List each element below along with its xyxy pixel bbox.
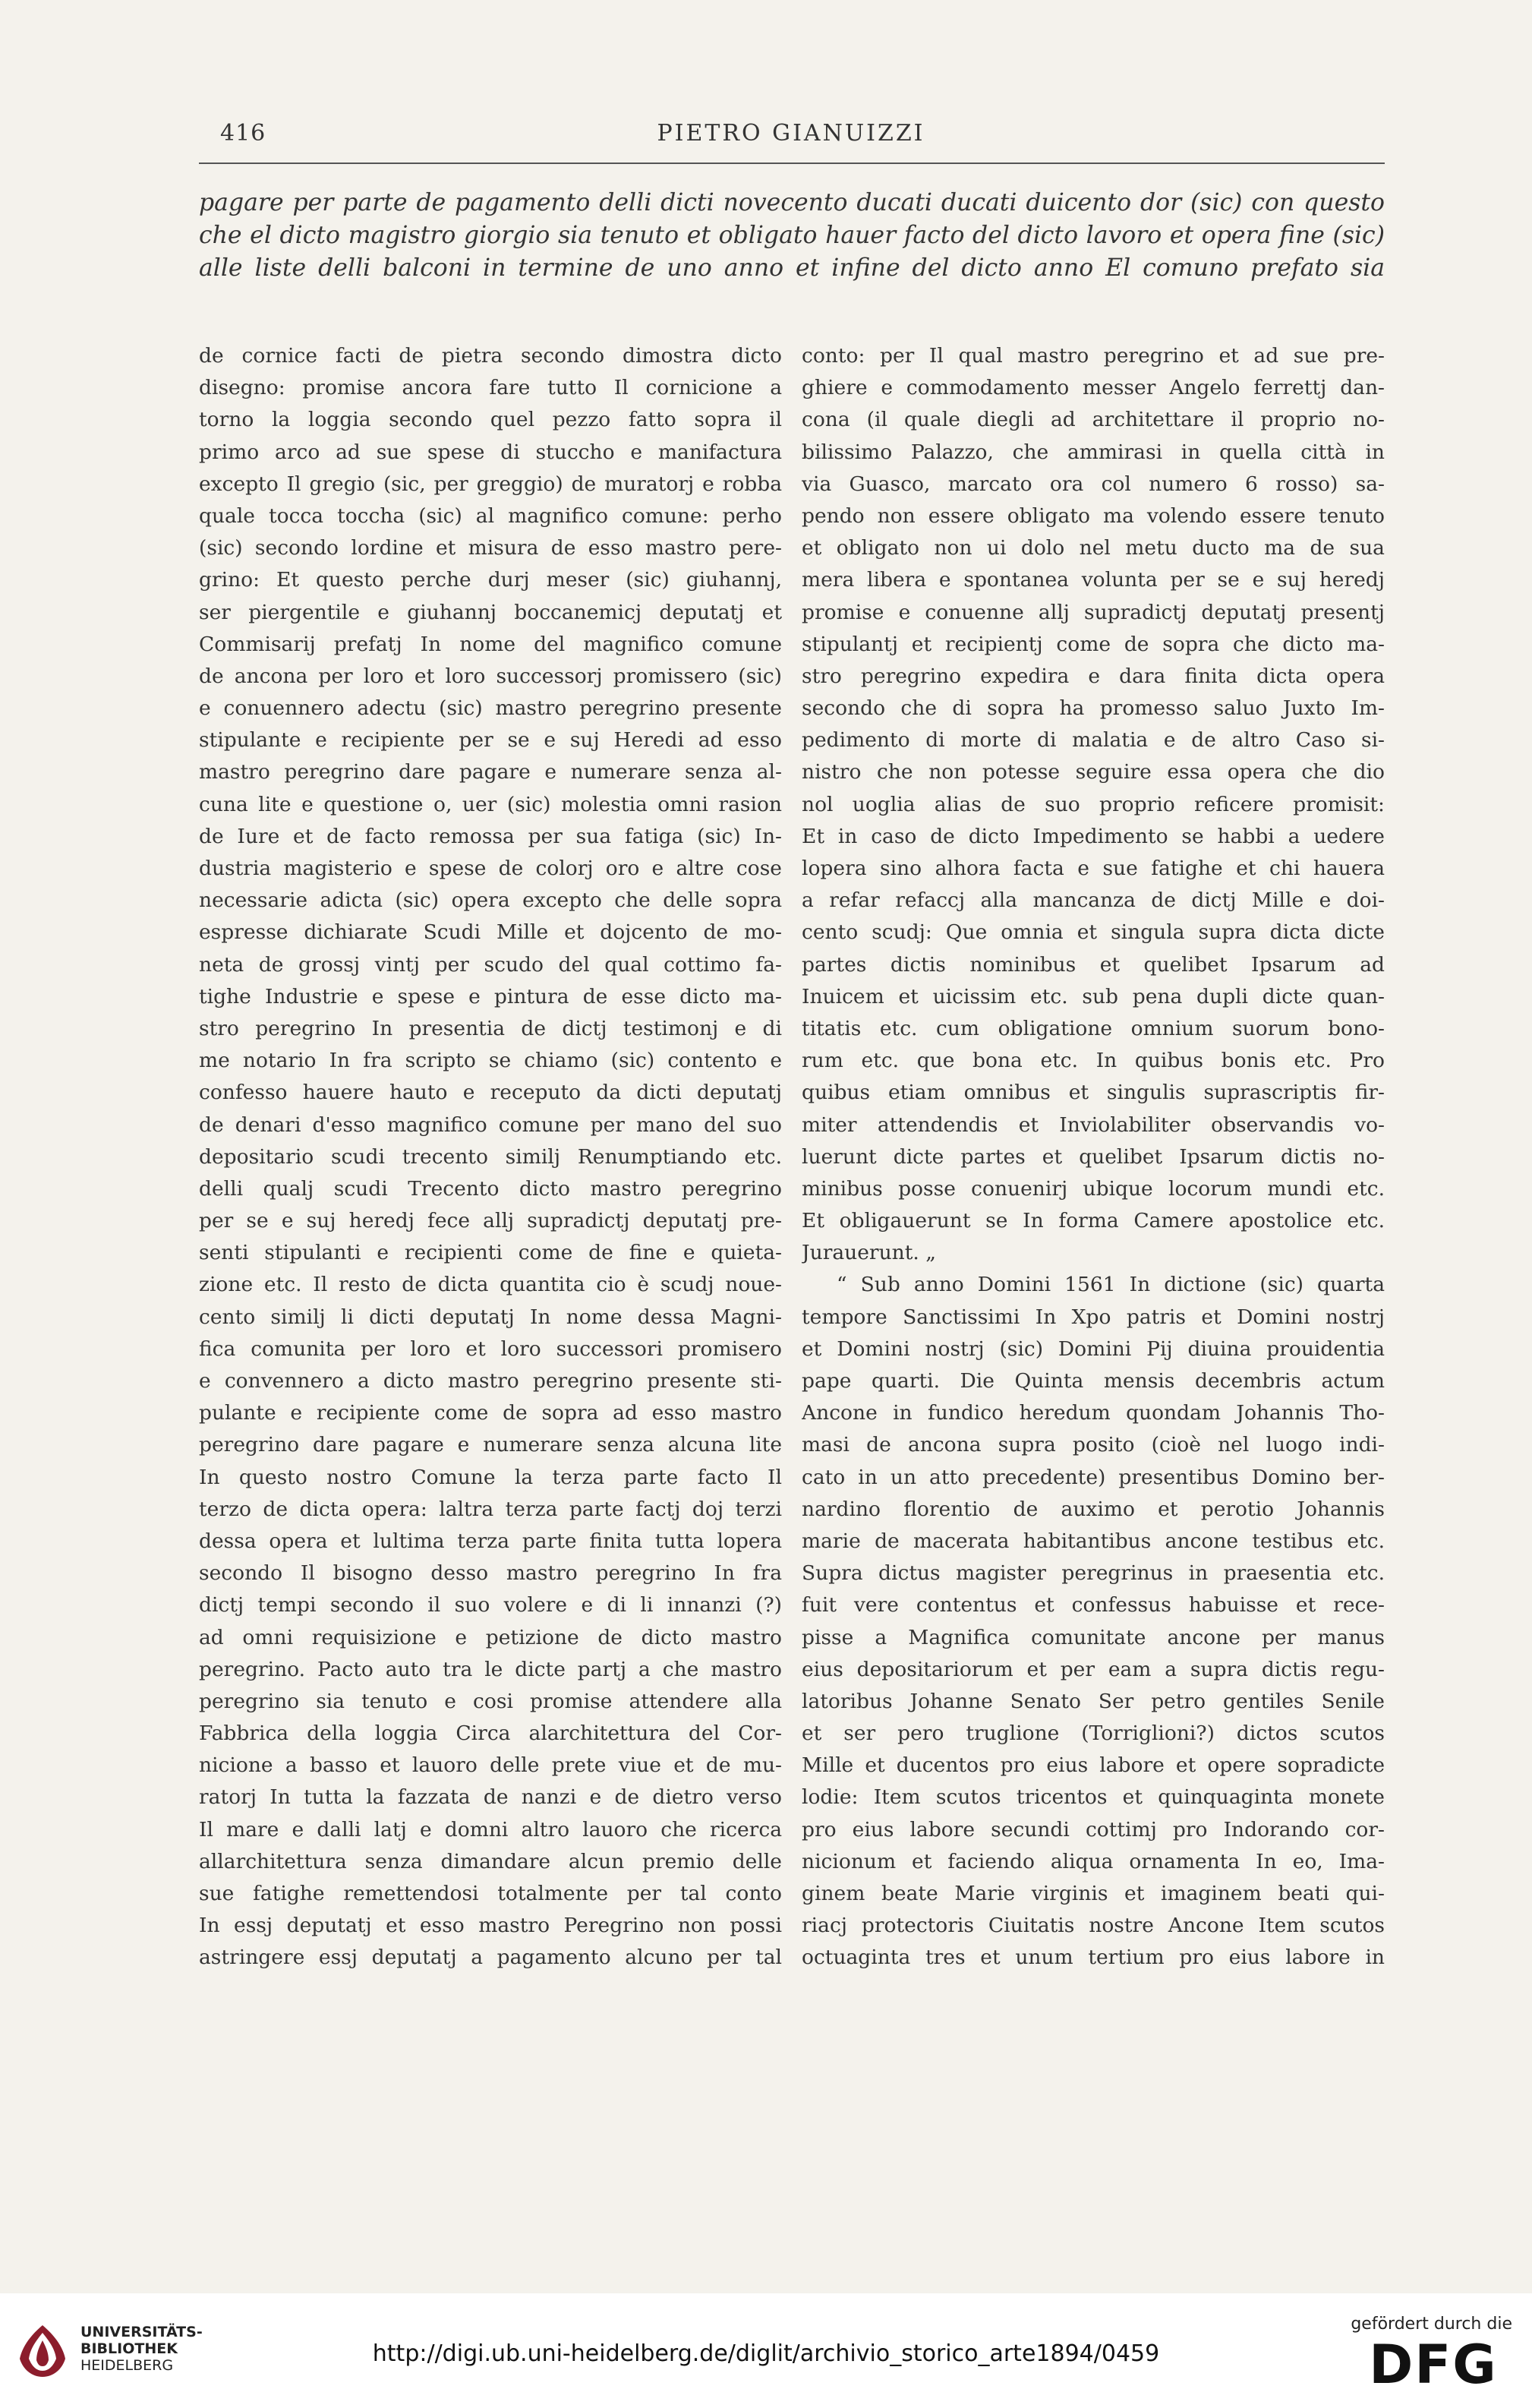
text-line: In essj deputatj et esso mastro Peregrino non possi	[199, 1914, 782, 1938]
text-line: delli qualj scudi Trecento dicto mastro peregrino	[199, 1176, 782, 1201]
text-line: de denari d'esso magnifico comune per mano del suo	[199, 1112, 782, 1137]
text-line: pagare per parte de pagamento delli dicti novecento ducati ducati duicento dor (sic) con questo	[199, 189, 1385, 216]
text-line: Et obligauerunt se In forma Camere apostolice etc.	[802, 1209, 1385, 1233]
text-line: mera libera e spontanea volunta per se e suj heredj	[802, 568, 1385, 592]
library-name-line-2: BIBLIOTHEK	[80, 2340, 178, 2357]
text-line: “ Sub anno Domini 1561 In dictione (sic) quarta	[837, 1273, 1385, 1297]
text-line: et ser pero truglione (Torriglioni?) dictos scutos	[802, 1722, 1385, 1746]
text-line: senti stipulanti e recipienti come de fine e quieta-	[199, 1241, 782, 1265]
text-line: primo arco ad sue spese di stuccho e manifactura	[199, 440, 782, 464]
funder-label: gefördert durch die	[1351, 2315, 1512, 2334]
text-line: octuaginta tres et unum tertium pro eius labore in	[802, 1946, 1385, 1970]
text-line: Ancone in fundico heredum quondam Johannis Tho-	[802, 1401, 1385, 1425]
text-line: et obligato non ui dolo nel metu ducto ma de sua	[802, 536, 1385, 560]
text-line: conto: per Il qual mastro peregrino et ad sue pre-	[802, 344, 1385, 368]
text-line: de ancona per loro et loro successorj promissero (sic)	[199, 664, 782, 688]
text-line: a refar refaccj alla mancanza de dictj Mille e doi-	[802, 888, 1385, 913]
text-line: grino: Et questo perche durj meser (sic) giuhannj,	[199, 568, 782, 592]
page-number: 416	[220, 120, 266, 147]
text-line: marie de macerata habitantibus ancone testibus etc.	[802, 1529, 1385, 1553]
text-line: e convennero a dicto mastro peregrino presente sti-	[199, 1369, 782, 1393]
text-line: cona (il quale diegli ad architettare il proprio no-	[802, 408, 1385, 432]
header-rule	[199, 163, 1385, 164]
text-line: rum etc. que bona etc. In quibus bonis etc. Pro	[802, 1049, 1385, 1073]
text-line: minibus posse conuenirj ubique locorum mundi etc.	[802, 1176, 1385, 1201]
text-line: pape quarti. Die Quinta mensis decembris actum	[802, 1369, 1385, 1393]
text-line: mastro peregrino dare pagare e numerare senza al-	[199, 760, 782, 784]
text-line: fica comunita per loro et loro successori promisero	[199, 1337, 782, 1361]
text-line: Jurauerunt. „	[802, 1241, 936, 1265]
text-line: ghiere e commodamento messer Angelo ferrettj dan-	[802, 376, 1385, 400]
page-header	[199, 120, 1383, 150]
text-line: de Iure et de facto remossa per sua fatiga (sic) In-	[199, 824, 782, 848]
text-line: miter attendendis et Inviolabiliter observandis vo-	[802, 1112, 1385, 1137]
text-line: via Guasco, marcato ora col numero 6 rosso) sa-	[802, 472, 1385, 496]
text-line: ad omni requisizione e petizione de dicto mastro	[199, 1625, 782, 1649]
text-line: de cornice facti de pietra secondo dimostra dicto	[199, 344, 782, 368]
text-line: masi de ancona supra posito (cioè nel luogo indi-	[802, 1433, 1385, 1457]
text-line: quibus etiam omnibus et singulis suprascriptis fir-	[802, 1081, 1385, 1105]
text-line: promise e conuenne allj supradictj deputatj presentj	[802, 600, 1385, 624]
text-line: tighe Industrie e spese e pintura de esse dicto ma-	[199, 984, 782, 1008]
text-line: dustria magisterio e spese de colorj oro e altre cose	[199, 857, 782, 880]
text-line: allarchitettura senza dimandare alcun premio delle	[199, 1849, 782, 1873]
text-line: nicione a basso et lauoro delle prete viue et de mu-	[199, 1753, 782, 1778]
footer-bar	[0, 2293, 1532, 2408]
library-name-line-1: UNIVERSITÄTS-	[80, 2324, 203, 2340]
text-line: cento scudj: Que omnia et singula supra dicta dicte	[802, 920, 1385, 945]
text-line: necessarie adicta (sic) opera excepto che delle sopra	[199, 888, 782, 913]
text-line: ser piergentile e giuhannj boccanemicj deputatj et	[199, 600, 782, 624]
text-line: lodie: Item scutos tricentos et quinquaginta monete	[802, 1785, 1385, 1810]
source-url[interactable]: http://digi.ub.uni-heidelberg.de/diglit/archivio_storico_arte1894/0459	[372, 2340, 1160, 2367]
text-line: pisse a Magnifica comunitate ancone per manus	[802, 1625, 1385, 1649]
text-line: confesso hauere hauto e receputo da dicti deputatj	[199, 1081, 782, 1105]
text-line: cuna lite e questione o, uer (sic) molestia omni rasion	[199, 792, 782, 816]
running-title: PIETRO GIANUIZZI	[657, 120, 925, 147]
text-line: secondo che di sopra ha promesso saluo Juxto Im-	[802, 696, 1385, 721]
text-line: Fabbrica della loggia Circa alarchitettura del Cor-	[199, 1722, 782, 1746]
dfg-logo	[1354, 2339, 1512, 2387]
text-line: per se e suj heredj fece allj supradictj deputatj pre-	[199, 1209, 782, 1233]
text-line: Il mare e dalli latj e domni altro lauoro che ricerca	[199, 1817, 782, 1842]
text-line: nol uoglia alias de suo proprio reficere promisit:	[802, 792, 1385, 816]
text-line: terzo de dicta opera: laltra terza parte factj doj terzi	[199, 1497, 782, 1521]
text-line: e conuennero adectu (sic) mastro peregrino presente	[199, 696, 782, 721]
text-line: et Domini nostrj (sic) Domini Pij diuina prouidentia	[802, 1337, 1385, 1361]
text-line: che el dicto magistro giorgio sia tenuto et obligato hauer facto del dicto lavoro et opera fine (sic)	[199, 222, 1385, 249]
text-line: Et in caso de dicto Impedimento se habbi a uedere	[802, 824, 1385, 848]
text-line: ratorj In tutta la fazzata de nanzi e de dietro verso	[199, 1785, 782, 1810]
text-line: torno la loggia secondo quel pezzo fatto sopra il	[199, 408, 782, 432]
text-line: pendo non essere obligato ma volendo essere tenuto	[802, 503, 1385, 528]
text-line: Inuicem et uicissim etc. sub pena dupli dicte quan-	[802, 984, 1385, 1008]
text-line: fuit vere contentus et confessus habuisse et rece-	[802, 1593, 1385, 1617]
text-line: depositario scudi trecento similj Renumptiando etc.	[199, 1144, 782, 1169]
text-line: pedimento di morte di malatia e de altro Caso si-	[802, 728, 1385, 753]
text-line: pulante e recipiente come de sopra ad esso mastro	[199, 1401, 782, 1425]
text-line: me notario In fra scripto se chiamo (sic) contento e	[199, 1049, 782, 1073]
text-line: stipulantj et recipientj come de sopra che dicto ma-	[802, 632, 1385, 656]
text-line: ginem beate Marie virginis et imaginem beati qui-	[802, 1882, 1385, 1905]
text-line: Supra dictus magister peregrinus in praesentia etc.	[802, 1561, 1385, 1586]
text-line: titatis etc. cum obligatione omnium suorum bono-	[802, 1016, 1385, 1040]
text-line: quale tocca toccha (sic) al magnifico comune: perho	[199, 503, 782, 528]
text-line: peregrino sia tenuto e cosi promise attendere alla	[199, 1689, 782, 1713]
text-line: Mille et ducentos pro eius labore et opere sopradicte	[802, 1753, 1385, 1778]
text-line: peregrino dare pagare e numerare senza alcuna lite	[199, 1433, 782, 1457]
text-line: stipulante e recipiente per se e suj Heredi ad esso	[199, 728, 782, 753]
text-line: bilissimo Palazzo, che ammirasi in quella città in	[802, 440, 1385, 464]
text-line: latoribus Johanne Senato Ser petro gentiles Senile	[802, 1689, 1385, 1713]
text-line: disegno: promise ancora fare tutto Il cornicione a	[199, 376, 782, 400]
text-line: nardino florentio de auximo et perotio Johannis	[802, 1497, 1385, 1521]
text-line: cato in un atto precedente) presentibus Domino ber-	[802, 1465, 1385, 1489]
text-line: astringere essj deputatj a pagamento alcuno per tal	[199, 1946, 782, 1970]
text-line: cento similj li dicti deputatj In nome dessa Magni-	[199, 1305, 782, 1329]
text-line: dessa opera et lultima terza parte finita tutta lopera	[199, 1529, 782, 1553]
intro-paragraph	[199, 187, 1385, 285]
text-line: espresse dichiarate Scudi Mille et dojcento de mo-	[199, 920, 782, 945]
text-line: nicionum et faciendo aliqua ornamenta In eo, Ima-	[802, 1849, 1385, 1873]
text-line: pro eius labore secundi cottimj pro Indorando cor-	[802, 1817, 1385, 1842]
text-line: peregrino. Pacto auto tra le dicte partj a che mastro	[199, 1657, 782, 1681]
text-line: (sic) secondo lordine et misura de esso mastro pere-	[199, 536, 782, 560]
left-column	[199, 340, 782, 1974]
text-line: tempore Sanctissimi In Xpo patris et Domini nostrj	[802, 1305, 1385, 1329]
text-line: riacj protectoris Ciuitatis nostre Ancone Item scutos	[802, 1914, 1385, 1938]
dfg-logo-text: DFG	[1369, 2339, 1498, 2387]
text-line: partes dictis nominibus et quelibet Ipsarum ad	[802, 952, 1385, 977]
text-line: stro peregrino expedira e dara finita dicta opera	[802, 664, 1385, 688]
text-line: zione etc. Il resto de dicta quantita cio è scudj noue-	[199, 1273, 782, 1297]
text-line: nistro che non potesse seguire essa opera che dio	[802, 760, 1385, 784]
library-name-line-3: HEIDELBERG	[80, 2357, 174, 2374]
text-line: eius depositariorum et per eam a supra dictis regu-	[802, 1657, 1385, 1681]
text-line: luerunt dicte partes et quelibet Ipsarum dictis no-	[802, 1144, 1385, 1169]
text-line: Commisarij prefatj In nome del magnifico comune	[199, 632, 782, 656]
text-line: neta de grossj vintj per scudo del qual cottimo fa-	[199, 952, 782, 977]
text-line: dictj tempi secondo il suo volere e di li innanzi (?)	[199, 1593, 782, 1617]
text-line: secondo Il bisogno desso mastro peregrino In fra	[199, 1561, 782, 1586]
text-line: alle liste delli balconi in termine de uno anno et infine del dicto anno El comuno prefato sia	[199, 254, 1385, 282]
text-line: stro peregrino In presentia de dictj testimonj e di	[199, 1016, 782, 1040]
text-line: lopera sino alhora facta e sue fatighe et chi hauera	[802, 857, 1385, 880]
text-line: excepto Il gregio (sic, per greggio) de muratorj e robba	[199, 472, 782, 496]
text-line: In questo nostro Comune la terza parte facto Il	[199, 1465, 782, 1489]
right-column	[802, 340, 1385, 1974]
text-line: sue fatighe remettendosi totalmente per tal conto	[199, 1882, 782, 1905]
